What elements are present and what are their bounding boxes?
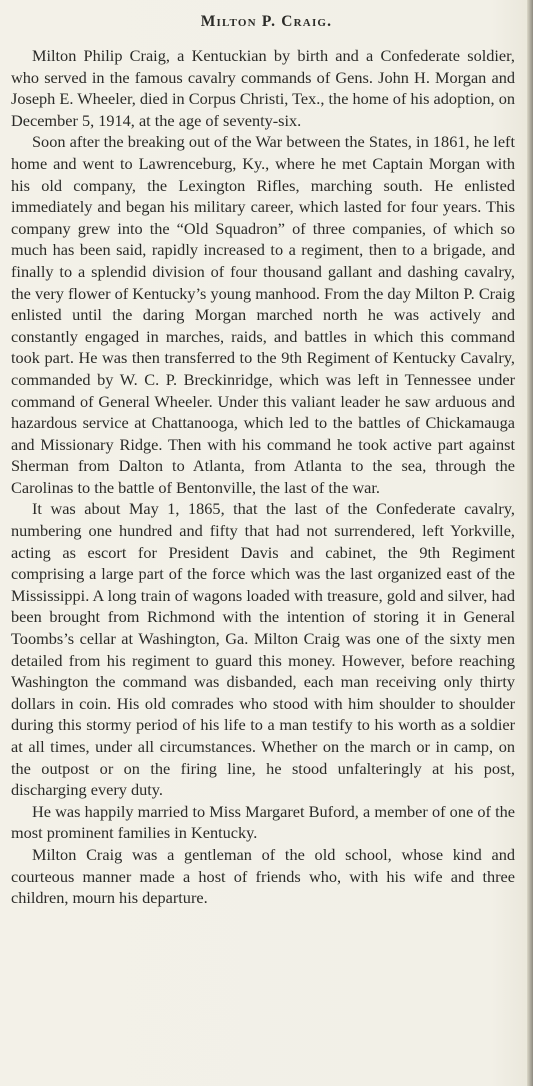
paragraph-2: Soon after the breaking out of the War between the States, in 1861, he left home and went to Lawrenceburg, Ky., where he met Captain Morgan with his old company, the Lexington Rifles, marching south. He enlisted immediately and began his military career, which lasted for four years. This company grew into the “Old Squadron” of three companies, of which so much has been said, rapidly increased to a regiment, then to a brigade, and finally to a splendid division of four thousand gallant and dashing cavalry, the very flower of Kentucky’s young manhood. From the day Milton P. Craig enlisted until the daring Morgan marched north he was actively and constantly engaged in marches, raids, and battles in which this command took part. He was then transferred to the 9th Regiment of Kentucky Cavalry, commanded by W. C. P. Breckinridge, which was left in Tennessee under command of General Wheeler. Under this valiant leader he saw arduous and hazardous service at Chattanooga, which led to the battles of Chickamauga and Missionary Ridge. Then with his command he took active part against Sherman from Dalton to Atlanta, from Atlanta to the sea, through the Carolinas to the battle of Bentonville, the last of the war. — [11, 132, 515, 497]
paragraph-4: He was happily married to Miss Margaret Buford, a member of one of the most prominent families in Kentucky. — [11, 801, 515, 843]
page-title: Milton P. Craig. — [200, 13, 333, 30]
paragraph-3: It was about May 1, 1865, that the last of the Confederate cavalry, numbering one hundred and fifty that had not surrendered, left Yorkville, acting as escort for President Davis and cabinet, the 9th Regiment comprising a large part of the force which was the last organized east of the Mississippi. A long train of wagons loaded with treasure, gold and silver, had been brought from Richmond with the intention of storing it in General Toombs’s cellar at Washington, Ga. Milton Craig was one of the sixty men detailed from his regiment to guard this money. However, before reaching Washington the command was disbanded, each man receiving only thirty dollars in coin. His old comrades who stood with him shoulder to shoulder during this stormy period of his life to a man testify to his worth as a soldier at all times, under all circumstances. Whether on the march or in camp, on the outpost or on the firing line, he stood unfalteringly at his post, discharging every duty. — [11, 499, 515, 800]
paragraph-1: Milton Philip Craig, a Kentuckian by birth and a Confederate soldier, who served in the famous cavalry commands of Gens. John H. Morgan and Joseph E. Wheeler, died in Corpus Christi, Tex., the home of his adoption, on December 5, 1914, at the age of seventy-six. — [11, 46, 515, 130]
article-body — [11, 45, 515, 909]
paragraph-5: Milton Craig was a gentleman of the old school, whose kind and courteous manner made a host of friends who, with his wife and three children, mourn his departure. — [11, 844, 515, 908]
page-edge-shadow — [527, 0, 533, 1086]
